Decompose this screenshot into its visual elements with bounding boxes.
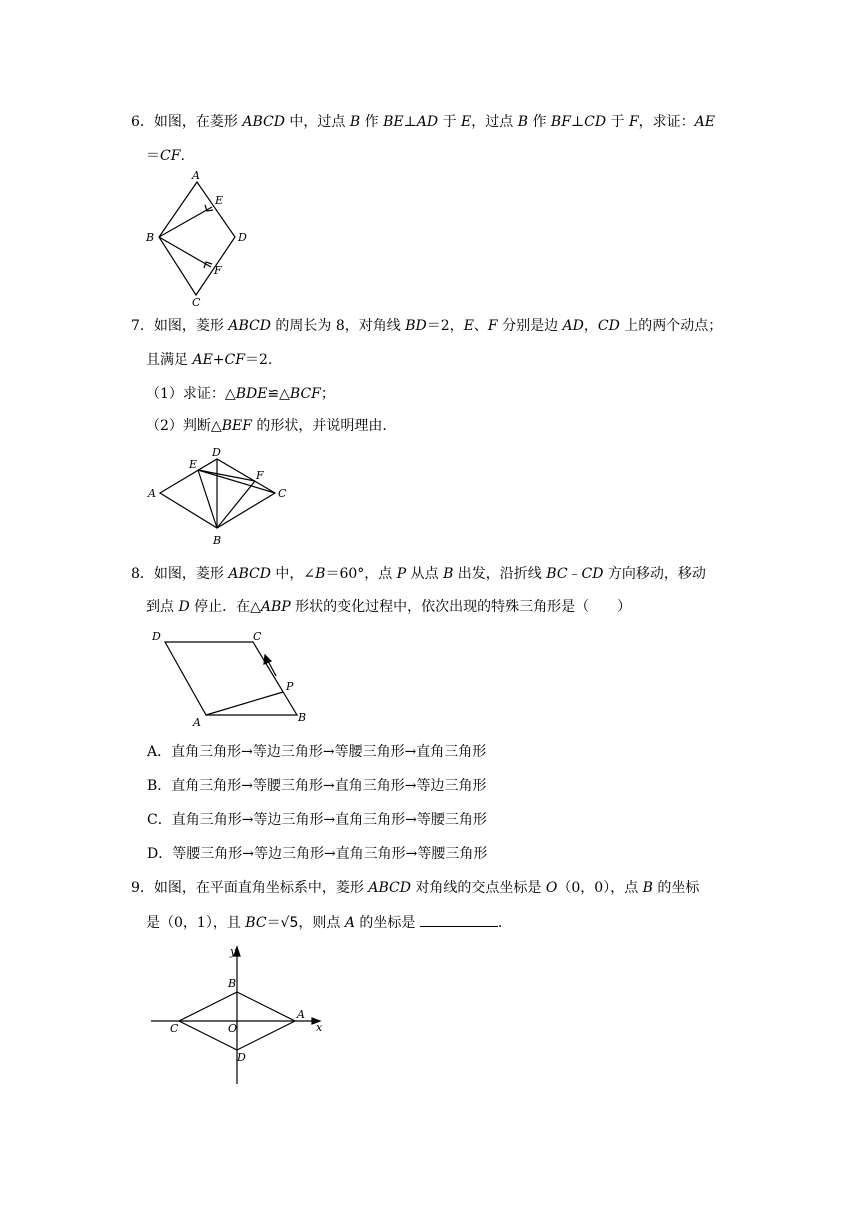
math: BCF [289,386,321,402]
q7-line1 [131,316,722,336]
text: 的周长为 8，对角线 [270,318,406,334]
text: 作 [528,114,551,130]
text: 如图，在菱形 [153,114,243,130]
math: E [463,318,474,334]
math: ABCD [242,114,285,130]
label-b: B [298,711,307,724]
text: + [212,352,225,368]
q9-figure-coordinate-plane [148,940,338,1090]
text: 出发，沿折线 [453,566,547,582]
q7-sub1 [146,384,335,404]
q7-sub2 [146,416,387,436]
text: 到点 [146,599,179,615]
label-b: B [146,231,155,244]
label-d: D [238,231,247,244]
label-e: E [215,194,224,207]
text: 如图，在平面直角坐标系中，菱形 [153,880,369,896]
q8-option-b: B．直角三角形→等腰三角形→直角三角形→等边三角形 [147,778,487,794]
math: B [315,566,326,582]
text: 如图，菱形 [153,566,229,582]
text: 于 [606,114,629,130]
text: 的坐标 [652,880,700,896]
text: （0，0），点 [557,880,643,896]
q7-line2 [146,350,272,370]
label-b: B [228,977,237,990]
segment-bf [159,237,211,267]
text: ； [320,386,335,402]
text: ＝2. [244,352,273,368]
label-y: y [230,945,237,958]
rhombus-abcd [159,182,235,295]
text: 形状的变化过程中，依次出现的特殊三角形是（ ） [290,599,632,615]
q8-option-a: A．直角三角形→等边三角形→等腰三角形→直角三角形 [147,744,487,760]
math: AD [416,114,439,130]
text: ， [583,318,598,334]
math: E [461,114,472,130]
segment-ap [206,692,283,715]
math: CD [597,318,620,334]
text: 如图，菱形 [153,318,229,334]
text: （2）判断△ [146,418,222,434]
math: B [349,114,361,130]
text: ，则点 [298,915,345,931]
text: 中，过点 [284,114,350,130]
q6-number: 6． [131,114,154,130]
text: ＝2， [426,318,464,334]
math: BC [546,566,568,582]
segment-bf [217,481,255,528]
text: ，过点 [471,114,518,130]
text: ，求证： [638,114,695,130]
math: D [178,599,190,615]
math: B [517,114,529,130]
text: 、 [473,318,488,334]
math: CF [224,352,245,368]
q9-line1 [131,878,699,898]
label-o: O [228,1022,238,1035]
segment-be [159,207,212,237]
text: . [180,148,185,164]
label-c: C [278,487,287,500]
text: ⊥ [570,114,585,130]
math: ABCD [228,566,271,582]
label-c: C [192,296,201,309]
math: AE [694,114,716,130]
sqrt-five: √5 [280,915,299,931]
math: CF [160,148,181,164]
text: （1）求证：△ [146,386,236,402]
q6-figure-rhombus [140,168,260,308]
math: P [396,566,407,582]
q7-number: 7． [131,318,154,334]
text: ⊥ [403,114,417,130]
q8-option-d: D．等腰三角形→等边三角形→直角三角形→等腰三角形 [147,846,488,862]
math: BD [405,318,427,334]
label-d: D [237,1051,246,1064]
math: AE [192,352,213,368]
text: 是（0，1），且 [146,915,246,931]
label-a: A [148,487,156,500]
text: 分别是边 [497,318,563,334]
math: A [344,915,355,931]
segment-be [198,470,217,528]
math: ABCD [368,880,411,896]
text: 方向移动，移动 [603,566,706,582]
math: AD [562,318,584,334]
label-f: F [214,264,222,277]
math: B [443,566,454,582]
math: O [545,880,558,896]
math: BC [245,915,267,931]
text: ＝ [146,148,160,164]
math: BF [550,114,571,130]
text: 的形状，并说明理由. [251,418,387,434]
text: 作 [360,114,384,130]
label-b: B [213,534,222,547]
q6-line1 [131,112,715,132]
label-x: x [316,1021,323,1034]
label-a: A [192,169,200,182]
q7-figure-rhombus [144,444,294,548]
text: 的坐标是 [354,915,420,931]
math: CD [581,566,604,582]
math: BE [383,114,404,130]
text: 且满足 [146,352,193,368]
math: ABP [260,599,291,615]
text: 上的两个动点； [619,318,723,334]
q8-figure-rhombus [150,626,320,730]
text: . [497,915,503,931]
math: F [487,318,498,334]
math: CD [584,114,607,130]
label-d: D [152,630,161,643]
math: BDE [235,386,268,402]
right-angle-mark-e [205,205,213,211]
direction-arrow-head [264,655,271,664]
text: 对角线的交点坐标是 [410,880,546,896]
text: ≌△ [267,386,290,402]
text: ＝60°，点 [325,566,397,582]
math: B [642,880,653,896]
label-a: A [297,1008,305,1021]
math: F [628,114,639,130]
q8-line1 [131,564,706,584]
text: ﹣ [567,566,582,582]
text: 从点 [406,566,444,582]
answer-blank[interactable] [420,912,498,927]
label-f: F [256,469,264,482]
label-p: P [286,680,294,693]
label-e: E [189,458,198,471]
segment-ef [198,470,255,481]
text: 于 [438,114,462,130]
math: BEF [221,418,252,434]
q9-line2 [146,912,502,933]
label-a: A [193,716,201,729]
q6-line2 [146,146,185,166]
q8-number: 8． [131,566,154,582]
label-c: C [253,630,262,643]
text: ＝ [266,915,281,931]
rhombus-abcd [165,642,297,715]
math: ABCD [228,318,271,334]
text: 中，∠ [270,566,316,582]
q8-option-c: C．直角三角形→等边三角形→直角三角形→等腰三角形 [147,812,487,828]
label-c: C [170,1022,179,1035]
text: 停止．在△ [189,599,261,615]
q9-number: 9． [131,880,154,896]
q8-line2 [146,597,631,617]
label-d: D [212,446,221,459]
